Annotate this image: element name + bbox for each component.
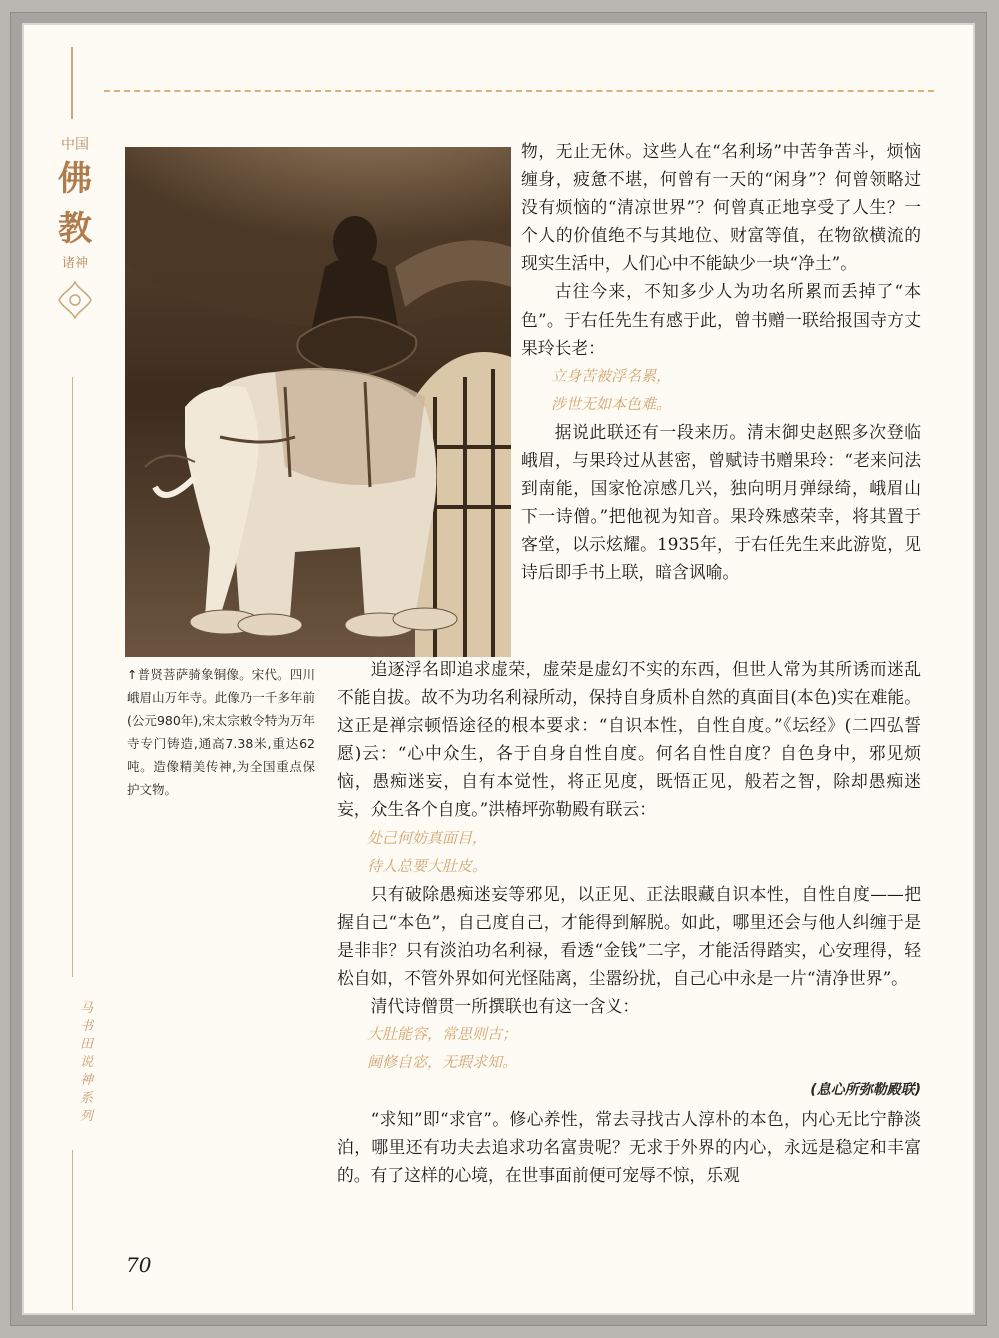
right-column-text (521, 137, 921, 587)
logo-line1: 中国 (61, 137, 89, 153)
paragraph: 追逐浮名即追求虚荣，虚荣是虚幻不实的东西，但世人常为其所诱而迷乱不能自拔。故不为功名利禄所动，保持自身质朴自然的真面目(本色)实在难能。这正是禅宗顿悟途径的根本要求：“自识本性，自性自度。”《坛经》(二四弘誓愿)云：“心中众生，各于自身自性自度。何名自性自度？自色身中，邪见烦恼，愚痴迷妄，自有本觉性，将正见度，既悟正见，般若之智，除却愚痴迷妄，众生各个自度。”洪椿坪弥勒殿有联云： (337, 659, 921, 820)
verse-line: 处己何妨真面目， (367, 828, 488, 847)
verse-line: 立身苦被浮名累， (551, 366, 672, 385)
logo-line2: 诸神 (61, 256, 88, 271)
paragraph: “求知”即“求官”。修心养性，常去寻找古人淳朴的本色，内心无比宁静淡泊，哪里还有功夫去追求功名富贵呢？无求于外界的内心，永远是稳定和丰富的。有了这样的心境，在世事面前便可宠辱不惊，乐观 (337, 1108, 921, 1185)
verse-line: 待人总要大肚皮。 (367, 856, 488, 875)
logo-char-fo: 佛 (58, 159, 92, 199)
ornament-icon (55, 280, 95, 320)
logo-char-jiao: 教 (58, 209, 92, 249)
series-label: 马书田说神系列 (80, 1001, 94, 1124)
book-logo (42, 137, 108, 372)
paragraph: 物，无止无休。这些人在“名利场”中苦争苦斗，烦恼缠身，疲惫不堪，何曾有一天的“闲身”？何曾领略过没有烦恼的“清凉世界”？何曾真正地享受了人生？一个人的价值绝不与其地位、财富等值，在物欲横流的现实生活中，人们心中不能缺少一块“净土”。 (521, 141, 921, 274)
page-number: 70 (126, 1253, 152, 1277)
book-page (24, 25, 973, 1313)
paragraph: 只有破除愚痴迷妄等邪见，以正见、正法眼藏自识本性，自性自度——把握自己“本色”，自己度自己，才能得到解脱。如此，哪里还会与他人纠缠于是是非非？只有淡泊功名利禄，看透“金钱”二字，才能活得踏实，心安理得，轻松自如，不管外界如何光怪陆离，尘嚣纷扰，自己心中永是一片“清净世界”。 (337, 883, 921, 989)
couplet-attribution: (息心所弥勒殿联) (810, 1082, 921, 1099)
paragraph: 古往今来，不知多少人为功名所累而丢掉了“本色”。于右任先生有感于此，曾书赠一联给报国寺方丈果玲长老： (521, 281, 921, 358)
paragraph: 清代诗僧贯一所撰联也有这一含义： (370, 996, 640, 1017)
vertical-rule-middle (72, 377, 73, 977)
verse-line: 大肚能容，常思则古； (367, 1025, 518, 1044)
vertical-rule-top (71, 47, 73, 119)
paragraph: 据说此联还有一段来历。清末御史赵熙多次登临峨眉，与果玲过从甚密，曾赋诗书赠果玲：“老来问法到南能，国家怆凉感几兴，独向明月弹绿绮，峨眉山下一诗僧。”把他视为知音。果玲殊感荣幸，将其置于客堂，以示炫耀。1935年，于右任先生来此游览，见诗后即手书上联，暗含讽喻。 (521, 421, 921, 583)
photo-caption: ↑普贤菩萨骑象铜像。宋代。四川峨眉山万年寺。此像乃一千多年前(公元980年),宋太宗敕令特为万年寺专门铸造,通高7.38米,重达62吨。造像精美传神,为全国重点保护文物。 (127, 667, 315, 797)
vertical-rule-bottom (72, 1150, 73, 1310)
header-dashed-line (104, 90, 934, 92)
page-frame (10, 12, 987, 1326)
verse-line: 涉世无如本色难。 (551, 394, 672, 413)
main-text (337, 655, 921, 1189)
verse-line: 阃修自宓，无瑕求知。 (367, 1053, 518, 1072)
elephant-statue-photo (125, 147, 511, 657)
